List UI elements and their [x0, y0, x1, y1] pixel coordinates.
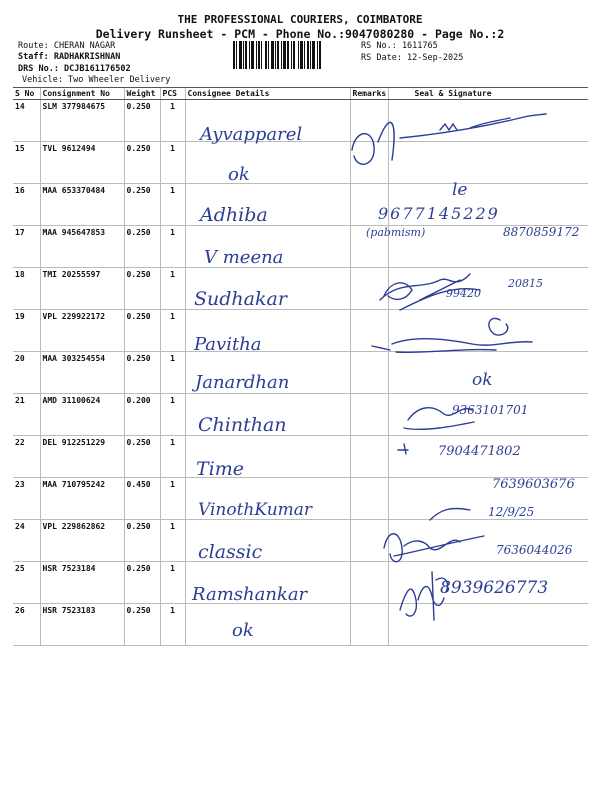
handwritten-note: le — [452, 180, 468, 200]
cell-consignment: SLM 377984675 — [40, 100, 124, 142]
cell-weight: 0.250 — [124, 184, 160, 226]
cell-weight: 0.250 — [124, 352, 160, 394]
cell-consignment: HSR 7523184 — [40, 562, 124, 604]
cell-sno: 22 — [13, 436, 40, 478]
cell-pcs: 1 — [160, 184, 185, 226]
cell-pcs: 1 — [160, 226, 185, 268]
cell-consignment: VPL 229922172 — [40, 310, 124, 352]
vehicle-label: Vehicle: Two Wheeler Delivery — [22, 75, 171, 85]
cell-sno: 14 — [13, 100, 40, 142]
cell-sno: 23 — [13, 478, 40, 520]
cell-consignment: MAA 303254554 — [40, 352, 124, 394]
handwritten-phone: 9677145229 — [378, 204, 500, 223]
cell-weight: 0.250 — [124, 436, 160, 478]
cell-weight: 0.250 — [124, 562, 160, 604]
rs-date: RS Date: 12-Sep-2025 — [361, 53, 464, 63]
handwritten-name: Sudhakar — [194, 288, 287, 310]
signature-row-22 — [398, 444, 408, 454]
rs-number: RS No.: 1611765 — [361, 41, 438, 51]
route-label: Route: CHERAN NAGAR — [18, 41, 116, 51]
cell-consignment: AMD 31100624 — [40, 394, 124, 436]
signature-row-14 — [352, 114, 546, 164]
cell-sno: 17 — [13, 226, 40, 268]
cell-weight: 0.250 — [124, 604, 160, 646]
handwritten-name: Time — [196, 458, 245, 480]
cell-sno: 16 — [13, 184, 40, 226]
handwritten-phone: 99420 — [446, 287, 481, 300]
col-seal-signature: Seal & Signature — [388, 88, 588, 100]
cell-consignment: TMI 20255597 — [40, 268, 124, 310]
handwritten-name: V meena — [204, 247, 284, 268]
cell-sno: 15 — [13, 142, 40, 184]
cell-pcs: 1 — [160, 604, 185, 646]
company-title: THE PROFESSIONAL COURIERS, COIMBATORE — [177, 13, 423, 26]
cell-weight: 0.250 — [124, 100, 160, 142]
cell-pcs: 1 — [160, 394, 185, 436]
cell-sno: 26 — [13, 604, 40, 646]
cell-consignment: VPL 229862862 — [40, 520, 124, 562]
col-pcs: PCS — [160, 88, 185, 100]
col-sno: S No — [13, 88, 40, 100]
handwritten-phone: 20815 — [508, 277, 543, 290]
cell-pcs: 1 — [160, 520, 185, 562]
cell-consignment: DEL 912251229 — [40, 436, 124, 478]
handwritten-name: VinothKumar — [198, 500, 313, 520]
cell-sno: 20 — [13, 352, 40, 394]
cell-weight: 0.250 — [124, 226, 160, 268]
cell-pcs: 1 — [160, 436, 185, 478]
handwritten-phone: 7636044026 — [496, 543, 573, 557]
signature-row-25 — [400, 572, 448, 620]
col-consignment: Consignment No — [40, 88, 124, 100]
cell-pcs: 1 — [160, 142, 185, 184]
handwritten-note: ok — [472, 370, 493, 390]
cell-sno: 18 — [13, 268, 40, 310]
cell-weight: 0.250 — [124, 520, 160, 562]
handwritten-name: Pavitha — [194, 334, 262, 355]
col-remarks: Remarks — [350, 88, 388, 100]
cell-consignment: HSR 7523183 — [40, 604, 124, 646]
cell-weight: 0.200 — [124, 394, 160, 436]
handwritten-phone: 8870859172 — [503, 225, 580, 239]
handwritten-phone: 7639603676 — [492, 477, 575, 492]
cell-consignment: MAA 653370484 — [40, 184, 124, 226]
handwritten-name: ok — [232, 620, 254, 641]
cell-sno: 24 — [13, 520, 40, 562]
signature-row-24 — [384, 508, 484, 561]
cell-sno: 25 — [13, 562, 40, 604]
handwritten-name: Ayvapparel — [200, 124, 303, 145]
col-consignee: Consignee Details — [185, 88, 350, 100]
signature-row-21 — [404, 408, 474, 430]
handwritten-name: classic — [198, 541, 263, 563]
signature-row-20 — [372, 318, 532, 352]
cell-pcs: 1 — [160, 478, 185, 520]
drs-number: DRS No.: DCJB161176502 — [18, 64, 131, 74]
cell-consignment: TVL 9612494 — [40, 142, 124, 184]
cell-weight: 0.450 — [124, 478, 160, 520]
handwritten-phone: 7904471802 — [438, 444, 521, 459]
handwritten-date: 12/9/25 — [488, 505, 535, 519]
cell-consignment: MAA 710795242 — [40, 478, 124, 520]
cell-sno: 21 — [13, 394, 40, 436]
cell-pcs: 1 — [160, 310, 185, 352]
cell-weight: 0.250 — [124, 268, 160, 310]
cell-consignment: MAA 945647853 — [40, 226, 124, 268]
cell-weight: 0.250 — [124, 142, 160, 184]
handwritten-name: ok — [228, 164, 250, 185]
handwritten-name: Ramshankar — [192, 584, 308, 605]
handwritten-phone: 9363101701 — [452, 403, 529, 417]
col-weight: Weight — [124, 88, 160, 100]
cell-pcs: 1 — [160, 100, 185, 142]
cell-pcs: 1 — [160, 268, 185, 310]
cell-pcs: 1 — [160, 352, 185, 394]
handwritten-name: Janardhan — [195, 372, 290, 393]
cell-pcs: 1 — [160, 562, 185, 604]
cell-sno: 19 — [13, 310, 40, 352]
handwritten-name: Adhiba — [200, 204, 268, 226]
handwritten-name: Chinthan — [198, 414, 287, 436]
signature-row-18 — [380, 274, 480, 310]
handwritten-note: (pabmism) — [366, 226, 426, 239]
handwritten-phone: 8939626773 — [440, 578, 549, 598]
runsheet-subtitle: Delivery Runsheet - PCM - Phone No.:9047080280 - Page No.:2 — [95, 27, 505, 41]
staff-label: Staff: RADHAKRISHNAN — [18, 52, 121, 62]
cell-weight: 0.250 — [124, 310, 160, 352]
